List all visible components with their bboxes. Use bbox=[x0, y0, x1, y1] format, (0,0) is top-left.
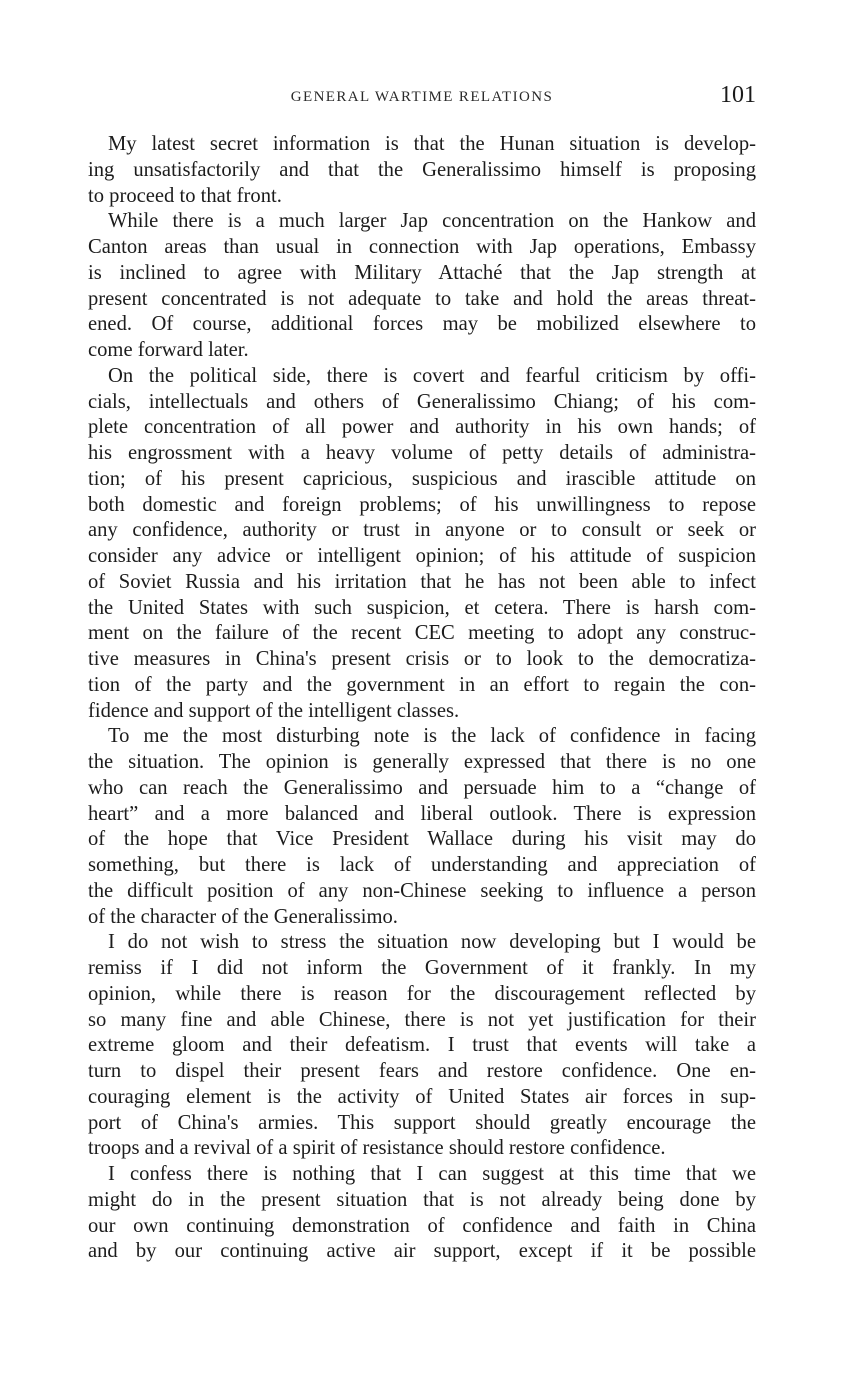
paragraph bbox=[88, 724, 756, 930]
text-line: something, but there is lack of understanding and appreciation of bbox=[88, 854, 756, 876]
page-number: 101 bbox=[720, 82, 756, 108]
paragraph bbox=[88, 132, 756, 209]
text-line: ened. Of course, additional forces may be mobilized elsewhere to bbox=[88, 313, 756, 336]
text-line: My latest secret information is that the Hunan situation is develop- bbox=[108, 133, 756, 155]
text-line: fidence and support of the intelligent classes. bbox=[88, 699, 460, 722]
text-line: cials, intellectuals and others of Generalissimo Chiang; of his com- bbox=[88, 390, 756, 413]
text-line: opinion, while there is reason for the discouragement reflected by bbox=[88, 982, 756, 1005]
text-line: and by our continuing active air support, except if it be possible bbox=[88, 1240, 756, 1263]
text-line: of the character of the Generalissimo. bbox=[88, 905, 398, 928]
paragraph bbox=[88, 930, 756, 1162]
text-line: To me the most disturbing note is the lack of confidence in facing bbox=[108, 725, 756, 748]
text-line: is inclined to agree with Military Attaché that the Jap strength at bbox=[88, 261, 756, 284]
text-line: I confess there is nothing that I can suggest at this time that we bbox=[108, 1163, 756, 1185]
text-line: turn to dispel their present fears and restore confidence. One en- bbox=[88, 1060, 756, 1082]
text-line: our own continuing demonstration of confidence and faith in China bbox=[88, 1214, 756, 1237]
text-line: who can reach the Generalissimo and persuade him to a “change of bbox=[88, 776, 756, 799]
text-line: port of China's armies. This support should greatly encourage the bbox=[88, 1111, 756, 1134]
text-line: extreme gloom and their defeatism. I trust that events will take a bbox=[88, 1034, 756, 1057]
text-line: While there is a much larger Jap concentration on the Hankow and bbox=[108, 210, 756, 233]
text-line: of Soviet Russia and his irritation that he has not been able to infect bbox=[88, 570, 756, 593]
text-line: ing unsatisfactorily and that the Generalissimo himself is proposing bbox=[88, 158, 756, 181]
text-line: remiss if I did not inform the Government of it frankly. In my bbox=[88, 957, 756, 979]
text-line: of the hope that Vice President Wallace during his visit may do bbox=[88, 828, 756, 851]
text-line: tion of the party and the government in an effort to regain the con- bbox=[88, 673, 756, 696]
text-line: to proceed to that front. bbox=[88, 184, 282, 207]
text-line: tion; of his present capricious, suspicious and irascible attitude on bbox=[88, 467, 756, 490]
text-line: plete concentration of all power and authority in his own hands; of bbox=[88, 416, 756, 439]
text-line: come forward later. bbox=[88, 339, 249, 361]
text-line: so many fine and able Chinese, there is not yet justification for their bbox=[88, 1008, 756, 1031]
text-line: any confidence, authority or trust in anyone or to consult or seek or bbox=[88, 519, 756, 542]
text-line: Canton areas than usual in connection with Jap operations, Embassy bbox=[88, 236, 756, 258]
text-line: might do in the present situation that is not already being done by bbox=[88, 1188, 756, 1211]
text-line: On the political side, there is covert and fearful criticism by offi- bbox=[108, 364, 756, 387]
running-head-title: GENERAL WARTIME RELATIONS bbox=[290, 89, 554, 105]
text-line: couraging element is the activity of United States air forces in sup- bbox=[88, 1085, 756, 1108]
running-header bbox=[88, 82, 756, 114]
paragraph bbox=[88, 1162, 756, 1265]
text-line: tive measures in China's present crisis or to look to the democratiza- bbox=[88, 648, 756, 670]
text-line: ment on the failure of the recent CEC meeting to adopt any construc- bbox=[88, 622, 756, 645]
text-line: the situation. The opinion is generally expressed that there is no one bbox=[88, 751, 756, 773]
body-text bbox=[88, 132, 756, 1265]
text-line: the difficult position of any non-Chinese seeking to influence a person bbox=[88, 879, 756, 902]
paragraph bbox=[88, 209, 756, 364]
text-line: both domestic and foreign problems; of his unwillingness to repose bbox=[88, 493, 756, 516]
text-line: heart” and a more balanced and liberal outlook. There is expression bbox=[88, 802, 756, 825]
text-line: I do not wish to stress the situation now developing but I would be bbox=[108, 931, 756, 954]
text-line: the United States with such suspicion, et cetera. There is harsh com- bbox=[88, 596, 756, 619]
text-line: his engrossment with a heavy volume of petty details of administra- bbox=[88, 442, 756, 464]
paragraph bbox=[88, 364, 756, 725]
text-line: troops and a revival of a spirit of resistance should restore confidence. bbox=[88, 1137, 666, 1160]
text-line: consider any advice or intelligent opinion; of his attitude of suspicion bbox=[88, 545, 756, 567]
text-line: present concentrated is not adequate to take and hold the areas threat- bbox=[88, 287, 756, 310]
